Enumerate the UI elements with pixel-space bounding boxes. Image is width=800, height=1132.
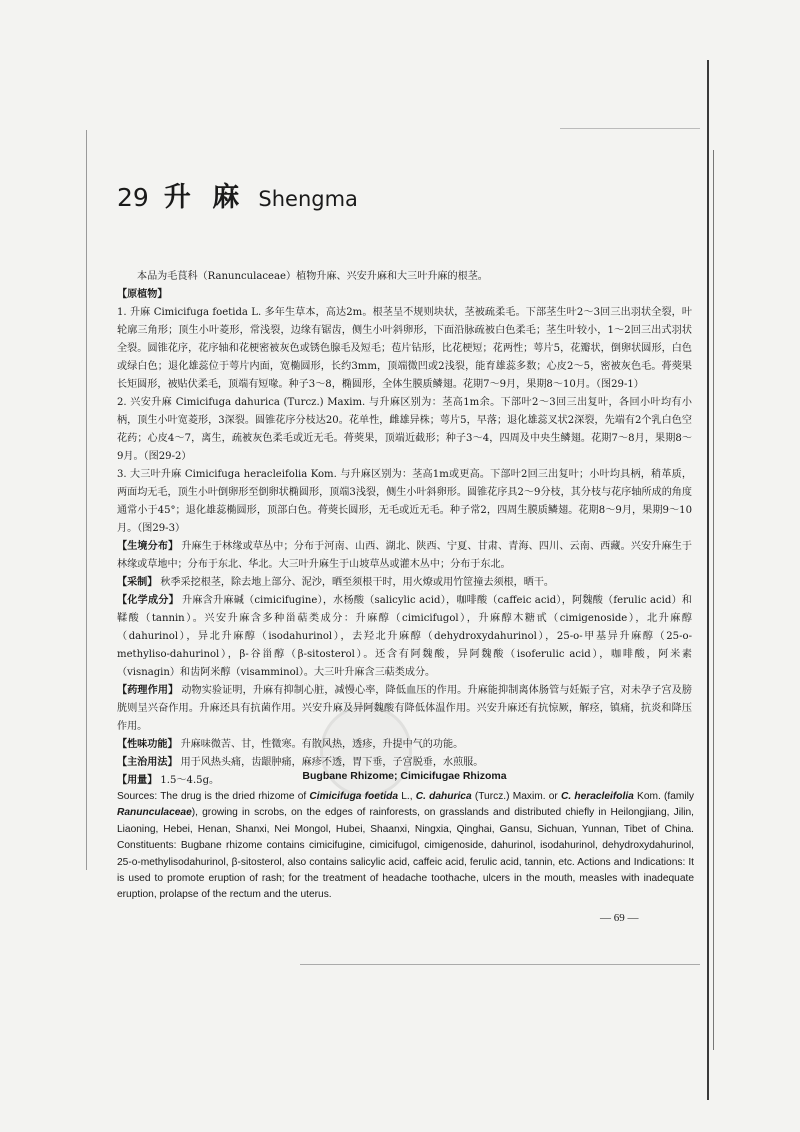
chapter-title-zh: 升 麻 [163, 182, 246, 213]
plant-entry-1: 1. 升麻 Cimicifuga foetida L. 多年生草本，高达2m。根茎呈不规则块状，茎被疏柔毛。下部茎生叶2～3回三出羽状全裂，叶轮廓三角形；顶生小叶菱形，常浅裂，边缘有锯齿，侧生小叶斜卵形，下面沿脉疏被白色柔毛；茎生叶较小，1～2回三出式羽状全裂。圆锥花序，花序轴和花梗密被灰色或锈色腺毛及短毛；苞片钻形，比花梗短；花两性；萼片5，花瓣状，倒卵状圆形，白色或绿白色；退化雄蕊位于萼片内面，宽椭圆形，长约3mm，顶端微凹或2浅裂，能育雄蕊多数；心皮2～5，密被灰色毛。蓇葖果长矩圆形，被贴伏柔毛，顶端有短喙。种子3～8，椭圆形，全体生膜质鳞翅。花期7～9月，果期8～10月。（图29-1） [117, 307, 692, 390]
collection-heading: 【采制】 [117, 577, 158, 588]
distribution-text: 升麻生于林缘或草丛中；分布于河南、山西、湖北、陕西、宁夏、甘肃、青海、四川、云南、西藏。兴安升麻生于林缘或草地中；分布于东北、华北。大三叶升麻生于山坡草丛或灌木丛中；分布于东北。 [117, 541, 693, 570]
dosage-text: 1.5～4.5g。 [160, 775, 220, 786]
pharmacology-paragraph [117, 682, 692, 736]
top-rule [560, 128, 700, 129]
species-name-3: C. heracleifolia [560, 791, 634, 802]
english-text-3: (Turcz.) Maxim. or [471, 791, 561, 802]
english-text-2: L., [398, 791, 416, 802]
chapter-heading [117, 175, 358, 214]
scan-edge-right [707, 60, 709, 1100]
species-name-2: C. dahurica [415, 791, 472, 802]
pharmacology-text: 动物实验证明，升麻有抑制心脏，减慢心率，降低血压的作用。升麻能抑制离体肠管与妊娠子宫，对未孕子宫及膀胱则呈兴奋作用。升麻还具有抗菌作用。兴安升麻及异阿魏酸有降低体温作用。兴安升麻还有抗惊厥，解痉，镇痛，抗炎和降压作用。 [117, 685, 693, 732]
scan-edge-right-inner [713, 150, 714, 1050]
distribution-heading: 【生境分布】 [117, 541, 179, 552]
english-text-4: Kom. (family [633, 791, 694, 802]
english-title: Bugbane Rhizome; Cimicifugae Rhizoma [302, 770, 507, 782]
chapter-number: 29 [117, 183, 149, 212]
species-name-1: Cimicifuga foetida [309, 791, 399, 802]
chinese-body [117, 268, 692, 790]
english-body [117, 789, 694, 904]
collection-paragraph [117, 574, 692, 592]
intro-paragraph: 本品为毛茛科（Ranunculaceae）植物升麻、兴安升麻和大三叶升麻的根茎。 [137, 271, 488, 282]
properties-text: 升麻味微苦、甘，性微寒。有散风热，透疹，升提中气的功能。 [180, 739, 464, 750]
scan-edge-left [86, 130, 87, 870]
english-text-1: Sources: The drug is the dried rhizome of [117, 791, 310, 802]
collection-text: 秋季采挖根茎，除去地上部分、泥沙，晒至须根干时，用火燎或用竹筐撞去须根，晒干。 [160, 577, 555, 588]
page-number: — 69 — [600, 912, 639, 924]
english-text-5: ), growing in scrobs, on the edges of rainforests, on grasslands and distributed chiefly in Heilongjiang, Jilin, Liaoning, Hebei, Henan, Shanxi, Nei Mongol, Hubei, Shaanxi, Ningxia, Qinghai, Gansu, Sichuan, Yunnan, Tibet of China. Constituents: Bugbane rhizome contains cimicifugine, cimicifugol, cimigenoside, dahurinol, isodahurinol, dehydroxydahurinol, 25-o-methylisodahurinol, β-sitosterol, also contains salicylic acid, caffeic acid, ferulic acid, tannin, etc. Actions and Indications: It is used to promote eruption of rash; for the treatment of headache toothache, ulcers in the mouth, measles with inadequate eruption, prolapse of the rectum and the uterus. [117, 807, 694, 901]
properties-paragraph [117, 736, 692, 754]
distribution-paragraph [117, 538, 692, 574]
family-name: Ranunculaceae [117, 807, 192, 819]
chemistry-text: 升麻含升麻碱（cimicifugine），水杨酸（salicylic acid），咖啡酸（caffeic acid），阿魏酸（ferulic acid）和鞣酸（tannin）。兴安升麻含多种甾萜类成分：升麻醇（cimicifugol），升麻醇木糖甙（cimigenoside），北升麻醇（dahurinol），异北升麻醇（isodahurinol），去羟北升麻醇（dehydroxydahurinol），25-o-甲基异升麻醇（25-o-methyliso-dahurinol），β-谷甾醇（β-sitosterol）。还含有阿魏酸，异阿魏酸（isoferulic acid），咖啡酸，阿米素（visnagin）和齿阿米醇（visamminol）。大三叶升麻含三萜类成分。 [117, 595, 692, 678]
usage-heading: 【主治用法】 [117, 757, 178, 768]
plant-heading: 【原植物】 [117, 289, 168, 300]
pharmacology-heading: 【药理作用】 [117, 685, 179, 696]
chemistry-heading: 【化学成分】 [117, 595, 180, 606]
chemistry-paragraph [117, 592, 692, 682]
plant-entry-2: 2. 兴安升麻 Cimicifuga dahurica (Turcz.) Maxim. 与升麻区别为：茎高1m余。下部叶2～3回三出复叶，各回小叶均有小柄，顶生小叶宽菱形，3深裂。圆锥花序分枝达20。花单性，雌雄异株；萼片5，早落；退化雄蕊叉状2深裂，先端有2个乳白色空花药；心皮4～7，离生，疏被灰色柔毛或近无毛。蓇葖果，顶端近截形；种子3～4，四周及中央生鳞翅。花期7～8月，果期8～9月。（图29-2） [117, 397, 692, 462]
bottom-rule [300, 964, 700, 965]
plant-entry-3: 3. 大三叶升麻 Cimicifuga heracleifolia Kom. 与升麻区别为：茎高1m或更高。下部叶2回三出复叶；小叶均具柄，稍革质，两面均无毛，顶生小叶倒卵形至倒卵状椭圆形，顶端3浅裂，侧生小叶斜卵形。圆锥花序具2～9分枝，其分枝与花序轴所成的角度通常小于45°；退化雄蕊椭圆形，顶部白色。蓇葖长圆形，无毛或近无毛。种子常2，四周生膜质鳞翅。花期8～9月，果期9～10月。（图29-3） [117, 469, 692, 534]
usage-text: 用于风热头痛，齿龈肿痛，麻疹不透，胃下垂，子宫脱垂，水煎服。 [180, 757, 484, 768]
dosage-heading: 【用量】 [117, 775, 158, 786]
chapter-title-en: Shengma [258, 187, 358, 211]
properties-heading: 【性味功能】 [117, 739, 178, 750]
